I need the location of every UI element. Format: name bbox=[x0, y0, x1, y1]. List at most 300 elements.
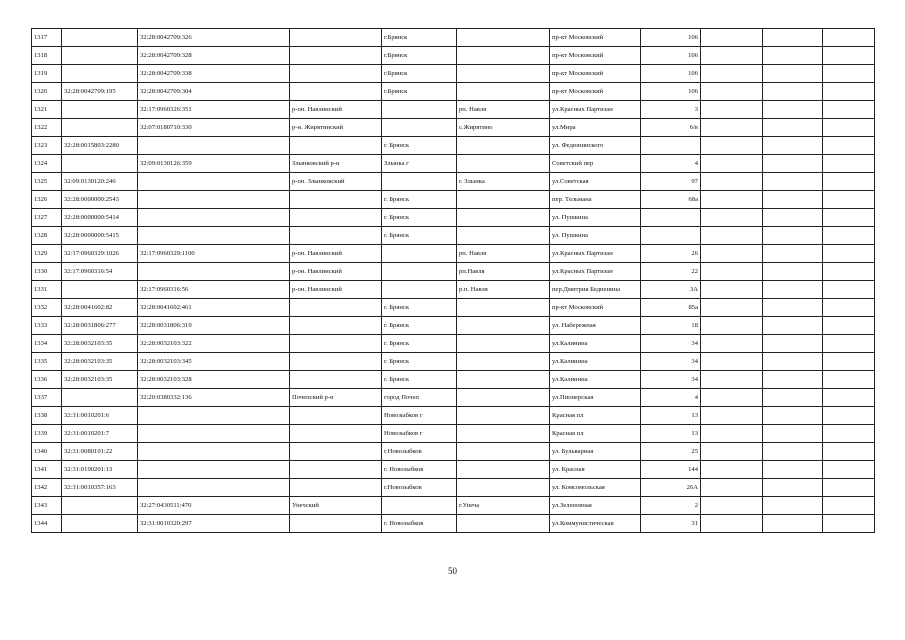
cell-house-number: 106 bbox=[641, 65, 701, 83]
cell-district: р-он. Навлинский bbox=[290, 281, 382, 299]
cell-extra-2 bbox=[763, 65, 823, 83]
cell-house-number: 13 bbox=[641, 425, 701, 443]
cell-row-number: 1338 bbox=[32, 407, 62, 425]
cell-extra-1 bbox=[701, 245, 763, 263]
cell-cadastral-number-1: 32:31:0010201:7 bbox=[62, 425, 138, 443]
cell-cadastral-number-2: 32:31:0010320:297 bbox=[138, 515, 290, 533]
cell-extra-3 bbox=[823, 101, 875, 119]
cell-district bbox=[290, 47, 382, 65]
cell-district: Злынковский р-н bbox=[290, 155, 382, 173]
cell-street: ул. Федюнинского bbox=[550, 137, 641, 155]
cell-extra-1 bbox=[701, 389, 763, 407]
cell-extra-1 bbox=[701, 101, 763, 119]
table-row bbox=[32, 371, 875, 389]
cell-row-number: 1332 bbox=[32, 299, 62, 317]
cell-extra-3 bbox=[823, 407, 875, 425]
cell-house-number: 22 bbox=[641, 263, 701, 281]
cell-extra-3 bbox=[823, 389, 875, 407]
cell-extra-2 bbox=[763, 155, 823, 173]
cell-house-number: 4 bbox=[641, 389, 701, 407]
cell-extra-2 bbox=[763, 101, 823, 119]
cell-extra-2 bbox=[763, 29, 823, 47]
cell-extra-2 bbox=[763, 443, 823, 461]
table-row bbox=[32, 497, 875, 515]
cell-settlement bbox=[457, 515, 550, 533]
cell-street: ул.Коммунистическая bbox=[550, 515, 641, 533]
cell-extra-1 bbox=[701, 443, 763, 461]
cell-extra-3 bbox=[823, 317, 875, 335]
table-row bbox=[32, 137, 875, 155]
cell-settlement: рп. Навля bbox=[457, 245, 550, 263]
table-row bbox=[32, 407, 875, 425]
cell-house-number: 97 bbox=[641, 173, 701, 191]
cell-extra-2 bbox=[763, 479, 823, 497]
cell-extra-1 bbox=[701, 335, 763, 353]
cell-cadastral-number-1 bbox=[62, 389, 138, 407]
cell-extra-3 bbox=[823, 461, 875, 479]
cell-city: Новозыбков г bbox=[382, 425, 457, 443]
cell-extra-1 bbox=[701, 353, 763, 371]
cell-extra-1 bbox=[701, 173, 763, 191]
cell-extra-2 bbox=[763, 263, 823, 281]
cell-city bbox=[382, 119, 457, 137]
cell-settlement bbox=[457, 317, 550, 335]
cell-extra-2 bbox=[763, 353, 823, 371]
cell-extra-3 bbox=[823, 191, 875, 209]
cell-settlement: г. Злынка bbox=[457, 173, 550, 191]
cell-extra-3 bbox=[823, 137, 875, 155]
cell-extra-1 bbox=[701, 371, 763, 389]
cell-district bbox=[290, 335, 382, 353]
cell-row-number: 1317 bbox=[32, 29, 62, 47]
page-number: 50 bbox=[448, 566, 457, 576]
table-row bbox=[32, 191, 875, 209]
cell-extra-3 bbox=[823, 515, 875, 533]
cell-extra-2 bbox=[763, 461, 823, 479]
cell-row-number: 1321 bbox=[32, 101, 62, 119]
cell-extra-1 bbox=[701, 281, 763, 299]
cell-extra-1 bbox=[701, 317, 763, 335]
cell-cadastral-number-1: 32:28:0032103:35 bbox=[62, 353, 138, 371]
cell-cadastral-number-2 bbox=[138, 191, 290, 209]
cell-extra-2 bbox=[763, 407, 823, 425]
cell-cadastral-number-1 bbox=[62, 47, 138, 65]
cell-cadastral-number-2: 32:28:0042709:328 bbox=[138, 47, 290, 65]
cell-extra-3 bbox=[823, 299, 875, 317]
cell-extra-2 bbox=[763, 497, 823, 515]
cell-cadastral-number-1: 32:28:0032103:35 bbox=[62, 371, 138, 389]
cell-cadastral-number-2: 32:28:0032103:328 bbox=[138, 371, 290, 389]
cell-cadastral-number-1 bbox=[62, 155, 138, 173]
cell-cadastral-number-1: 32:28:0015803:2280 bbox=[62, 137, 138, 155]
cell-district: р-н. Жирятинский bbox=[290, 119, 382, 137]
table-row bbox=[32, 281, 875, 299]
cell-district bbox=[290, 443, 382, 461]
cell-cadastral-number-2: 32:09:0130126:359 bbox=[138, 155, 290, 173]
cell-cadastral-number-2 bbox=[138, 263, 290, 281]
cell-city bbox=[382, 497, 457, 515]
cell-settlement bbox=[457, 137, 550, 155]
cell-extra-2 bbox=[763, 515, 823, 533]
cell-house-number: 85а bbox=[641, 299, 701, 317]
cell-row-number: 1322 bbox=[32, 119, 62, 137]
cell-extra-2 bbox=[763, 245, 823, 263]
cell-district bbox=[290, 461, 382, 479]
cell-extra-1 bbox=[701, 209, 763, 227]
cell-row-number: 1333 bbox=[32, 317, 62, 335]
cell-cadastral-number-2 bbox=[138, 137, 290, 155]
cell-cadastral-number-1: 32:31:0010201:6 bbox=[62, 407, 138, 425]
cell-cadastral-number-1: 32:28:0041602:82 bbox=[62, 299, 138, 317]
cell-extra-1 bbox=[701, 479, 763, 497]
table-row bbox=[32, 425, 875, 443]
cell-extra-3 bbox=[823, 209, 875, 227]
cell-cadastral-number-2: 32:20:0380332:136 bbox=[138, 389, 290, 407]
cell-street: пр-кт Московский bbox=[550, 29, 641, 47]
cell-city: г.Брянск bbox=[382, 47, 457, 65]
cell-extra-2 bbox=[763, 317, 823, 335]
cell-cadastral-number-2 bbox=[138, 227, 290, 245]
cell-city: г. Брянск bbox=[382, 137, 457, 155]
table-row bbox=[32, 155, 875, 173]
cell-city bbox=[382, 173, 457, 191]
table-row bbox=[32, 335, 875, 353]
cell-extra-2 bbox=[763, 137, 823, 155]
cell-district: р-он. Навлинский bbox=[290, 263, 382, 281]
cell-district bbox=[290, 83, 382, 101]
cell-street: ул. Комсомольская bbox=[550, 479, 641, 497]
cell-cadastral-number-1: 32:28:0000000:5414 bbox=[62, 209, 138, 227]
cell-settlement bbox=[457, 65, 550, 83]
cell-city bbox=[382, 101, 457, 119]
table-row bbox=[32, 65, 875, 83]
cell-settlement bbox=[457, 83, 550, 101]
cell-row-number: 1334 bbox=[32, 335, 62, 353]
cell-cadastral-number-2: 32:17:0960316:56 bbox=[138, 281, 290, 299]
cell-city: г. Новозыбков bbox=[382, 461, 457, 479]
table-row bbox=[32, 47, 875, 65]
cell-district bbox=[290, 425, 382, 443]
cell-street: ул.Калинина bbox=[550, 335, 641, 353]
table-row bbox=[32, 443, 875, 461]
cell-street: Красная пл bbox=[550, 425, 641, 443]
cell-street: Советский пер bbox=[550, 155, 641, 173]
cell-house-number: 13 bbox=[641, 407, 701, 425]
cell-house-number bbox=[641, 137, 701, 155]
cell-city: г. Брянск bbox=[382, 191, 457, 209]
cell-cadastral-number-1: 32:28:0031806:277 bbox=[62, 317, 138, 335]
cell-row-number: 1340 bbox=[32, 443, 62, 461]
cell-row-number: 1328 bbox=[32, 227, 62, 245]
cell-settlement bbox=[457, 209, 550, 227]
cell-extra-1 bbox=[701, 83, 763, 101]
cell-city: г.Брянск bbox=[382, 65, 457, 83]
cell-row-number: 1344 bbox=[32, 515, 62, 533]
cell-extra-2 bbox=[763, 299, 823, 317]
cell-cadastral-number-1 bbox=[62, 119, 138, 137]
cell-district: р-он. Навлинский bbox=[290, 245, 382, 263]
cell-extra-2 bbox=[763, 425, 823, 443]
cell-house-number: 34 bbox=[641, 371, 701, 389]
cell-house-number bbox=[641, 227, 701, 245]
cell-house-number: 144 bbox=[641, 461, 701, 479]
cell-cadastral-number-1 bbox=[62, 29, 138, 47]
cell-settlement bbox=[457, 191, 550, 209]
cell-district: Почепский р-н bbox=[290, 389, 382, 407]
cell-street: пр-кт Московский bbox=[550, 65, 641, 83]
cell-extra-1 bbox=[701, 65, 763, 83]
cell-city: г. Брянск bbox=[382, 317, 457, 335]
cell-extra-1 bbox=[701, 263, 763, 281]
table-row bbox=[32, 515, 875, 533]
cell-district: Унечский bbox=[290, 497, 382, 515]
table-row bbox=[32, 263, 875, 281]
cell-cadastral-number-2 bbox=[138, 209, 290, 227]
cell-extra-3 bbox=[823, 119, 875, 137]
cell-extra-2 bbox=[763, 173, 823, 191]
cell-street: ул. Набережная bbox=[550, 317, 641, 335]
cell-house-number: 34 bbox=[641, 353, 701, 371]
cell-cadastral-number-2 bbox=[138, 479, 290, 497]
cell-district bbox=[290, 317, 382, 335]
cell-extra-2 bbox=[763, 281, 823, 299]
cell-city: г.Новозыбков bbox=[382, 479, 457, 497]
cell-cadastral-number-1: 32:31:0080101:22 bbox=[62, 443, 138, 461]
cell-extra-1 bbox=[701, 227, 763, 245]
cell-extra-1 bbox=[701, 407, 763, 425]
cell-extra-2 bbox=[763, 335, 823, 353]
cell-settlement: р.п. Навля bbox=[457, 281, 550, 299]
cell-extra-2 bbox=[763, 227, 823, 245]
table-row bbox=[32, 119, 875, 137]
table-row bbox=[32, 299, 875, 317]
table-row bbox=[32, 173, 875, 191]
cell-street: пер. Тельмана bbox=[550, 191, 641, 209]
cell-row-number: 1337 bbox=[32, 389, 62, 407]
cell-cadastral-number-2: 32:28:0032103:322 bbox=[138, 335, 290, 353]
table-row bbox=[32, 83, 875, 101]
cell-extra-3 bbox=[823, 83, 875, 101]
cell-district bbox=[290, 515, 382, 533]
cell-settlement bbox=[457, 335, 550, 353]
cell-street: ул. Красная bbox=[550, 461, 641, 479]
cell-extra-1 bbox=[701, 191, 763, 209]
cell-city bbox=[382, 263, 457, 281]
cell-house-number: 68а bbox=[641, 191, 701, 209]
cell-cadastral-number-2: 32:28:0042709:326 bbox=[138, 29, 290, 47]
cell-street: пр-кт Московский bbox=[550, 47, 641, 65]
cell-extra-1 bbox=[701, 137, 763, 155]
cell-row-number: 1327 bbox=[32, 209, 62, 227]
cell-house-number: 106 bbox=[641, 29, 701, 47]
cell-row-number: 1319 bbox=[32, 65, 62, 83]
cell-city: г. Брянск bbox=[382, 299, 457, 317]
cell-city: г.Новозыбков bbox=[382, 443, 457, 461]
cell-extra-1 bbox=[701, 29, 763, 47]
cell-row-number: 1343 bbox=[32, 497, 62, 515]
cell-cadastral-number-2 bbox=[138, 407, 290, 425]
cell-cadastral-number-2 bbox=[138, 173, 290, 191]
cell-street: пер.Дмитрия Бедненина bbox=[550, 281, 641, 299]
registry-table bbox=[31, 28, 875, 533]
cell-district bbox=[290, 299, 382, 317]
cell-extra-1 bbox=[701, 461, 763, 479]
cell-settlement bbox=[457, 425, 550, 443]
cell-cadastral-number-2: 32:28:0042709:304 bbox=[138, 83, 290, 101]
cell-extra-2 bbox=[763, 389, 823, 407]
cell-street: ул.Калинина bbox=[550, 371, 641, 389]
cell-city: г. Брянск bbox=[382, 371, 457, 389]
cell-city bbox=[382, 245, 457, 263]
cell-settlement bbox=[457, 353, 550, 371]
table-row bbox=[32, 353, 875, 371]
cell-extra-3 bbox=[823, 245, 875, 263]
cell-extra-3 bbox=[823, 65, 875, 83]
cell-settlement bbox=[457, 299, 550, 317]
cell-street: ул. Пушкина bbox=[550, 227, 641, 245]
cell-cadastral-number-1: 32:31:0010357:163 bbox=[62, 479, 138, 497]
cell-extra-2 bbox=[763, 83, 823, 101]
cell-extra-1 bbox=[701, 299, 763, 317]
cell-row-number: 1336 bbox=[32, 371, 62, 389]
cell-cadastral-number-2: 32:17:0960326:351 bbox=[138, 101, 290, 119]
cell-city: город Почеп bbox=[382, 389, 457, 407]
cell-extra-1 bbox=[701, 497, 763, 515]
cell-extra-2 bbox=[763, 119, 823, 137]
cell-cadastral-number-2: 32:28:0031806:319 bbox=[138, 317, 290, 335]
cell-row-number: 1318 bbox=[32, 47, 62, 65]
cell-extra-1 bbox=[701, 155, 763, 173]
cell-extra-3 bbox=[823, 227, 875, 245]
cell-cadastral-number-1 bbox=[62, 101, 138, 119]
cell-street: ул.Красных Партизан bbox=[550, 245, 641, 263]
cell-settlement bbox=[457, 155, 550, 173]
cell-cadastral-number-2: 32:28:0041602:461 bbox=[138, 299, 290, 317]
cell-street: ул. Бульварная bbox=[550, 443, 641, 461]
cell-cadastral-number-2: 32:28:0032103:345 bbox=[138, 353, 290, 371]
cell-row-number: 1325 bbox=[32, 173, 62, 191]
cell-house-number: 31 bbox=[641, 515, 701, 533]
cell-extra-2 bbox=[763, 191, 823, 209]
cell-district bbox=[290, 191, 382, 209]
table-row bbox=[32, 29, 875, 47]
cell-city: г. Новозыбков bbox=[382, 515, 457, 533]
cell-house-number: 25 bbox=[641, 443, 701, 461]
cell-settlement: с.Жирятино bbox=[457, 119, 550, 137]
cell-street: ул.Калинина bbox=[550, 353, 641, 371]
cell-extra-3 bbox=[823, 29, 875, 47]
table-row bbox=[32, 101, 875, 119]
cell-extra-3 bbox=[823, 263, 875, 281]
cell-street: ул.Красных Партизан bbox=[550, 101, 641, 119]
cell-street: ул.Красных Партизан bbox=[550, 263, 641, 281]
cell-extra-2 bbox=[763, 371, 823, 389]
cell-settlement: рп. Навля bbox=[457, 101, 550, 119]
cell-district bbox=[290, 479, 382, 497]
cell-extra-3 bbox=[823, 155, 875, 173]
cell-row-number: 1330 bbox=[32, 263, 62, 281]
cell-cadastral-number-1: 32:31:0190201:13 bbox=[62, 461, 138, 479]
cell-cadastral-number-2: 32:17:0960329:1100 bbox=[138, 245, 290, 263]
cell-row-number: 1326 bbox=[32, 191, 62, 209]
cell-settlement bbox=[457, 29, 550, 47]
cell-city bbox=[382, 281, 457, 299]
cell-extra-3 bbox=[823, 371, 875, 389]
cell-cadastral-number-2: 32:07:0180710:330 bbox=[138, 119, 290, 137]
cell-house-number: 106 bbox=[641, 83, 701, 101]
cell-cadastral-number-2 bbox=[138, 425, 290, 443]
cell-settlement bbox=[457, 389, 550, 407]
cell-row-number: 1335 bbox=[32, 353, 62, 371]
cell-row-number: 1339 bbox=[32, 425, 62, 443]
cell-city: г. Брянск bbox=[382, 209, 457, 227]
cell-extra-1 bbox=[701, 47, 763, 65]
table-row bbox=[32, 245, 875, 263]
cell-street: пр-кт Московский bbox=[550, 83, 641, 101]
cell-street: ул.Зеленовная bbox=[550, 497, 641, 515]
cell-house-number: 18 bbox=[641, 317, 701, 335]
cell-extra-2 bbox=[763, 209, 823, 227]
cell-house-number: 26А bbox=[641, 479, 701, 497]
cell-settlement bbox=[457, 443, 550, 461]
cell-cadastral-number-1 bbox=[62, 515, 138, 533]
cell-district bbox=[290, 371, 382, 389]
cell-extra-3 bbox=[823, 479, 875, 497]
cell-house-number: 6/в bbox=[641, 119, 701, 137]
cell-house-number: 26 bbox=[641, 245, 701, 263]
cell-district bbox=[290, 29, 382, 47]
cell-cadastral-number-2: 32:27:0430511:470 bbox=[138, 497, 290, 515]
cell-cadastral-number-2 bbox=[138, 443, 290, 461]
cell-cadastral-number-2: 32:28:0042709:338 bbox=[138, 65, 290, 83]
cell-cadastral-number-1 bbox=[62, 497, 138, 515]
cell-city: г. Брянск bbox=[382, 353, 457, 371]
cell-row-number: 1341 bbox=[32, 461, 62, 479]
cell-extra-2 bbox=[763, 47, 823, 65]
cell-district bbox=[290, 227, 382, 245]
cell-extra-3 bbox=[823, 173, 875, 191]
cell-cadastral-number-2 bbox=[138, 461, 290, 479]
cell-settlement bbox=[457, 407, 550, 425]
cell-row-number: 1324 bbox=[32, 155, 62, 173]
cell-house-number: 106 bbox=[641, 47, 701, 65]
cell-district bbox=[290, 65, 382, 83]
cell-street: пр-кт Московский bbox=[550, 299, 641, 317]
cell-district bbox=[290, 209, 382, 227]
cell-extra-3 bbox=[823, 497, 875, 515]
table-row bbox=[32, 479, 875, 497]
cell-row-number: 1320 bbox=[32, 83, 62, 101]
cell-cadastral-number-1 bbox=[62, 281, 138, 299]
cell-row-number: 1323 bbox=[32, 137, 62, 155]
cell-cadastral-number-1: 32:28:0042709:195 bbox=[62, 83, 138, 101]
cell-row-number: 1331 bbox=[32, 281, 62, 299]
cell-city: г.Брянск bbox=[382, 83, 457, 101]
cell-settlement: рп.Навля bbox=[457, 263, 550, 281]
registry-table-body bbox=[32, 29, 875, 533]
table-row bbox=[32, 227, 875, 245]
cell-cadastral-number-1: 32:17:0960329:1026 bbox=[62, 245, 138, 263]
cell-city: Злынка г bbox=[382, 155, 457, 173]
cell-house-number: 34 bbox=[641, 335, 701, 353]
cell-cadastral-number-1: 32:28:0032103:35 bbox=[62, 335, 138, 353]
cell-street: Красная пл bbox=[550, 407, 641, 425]
cell-extra-3 bbox=[823, 425, 875, 443]
cell-district: р-он. Навлинский bbox=[290, 101, 382, 119]
cell-extra-3 bbox=[823, 443, 875, 461]
cell-cadastral-number-1: 32:17:0960316:54 bbox=[62, 263, 138, 281]
cell-cadastral-number-1 bbox=[62, 65, 138, 83]
